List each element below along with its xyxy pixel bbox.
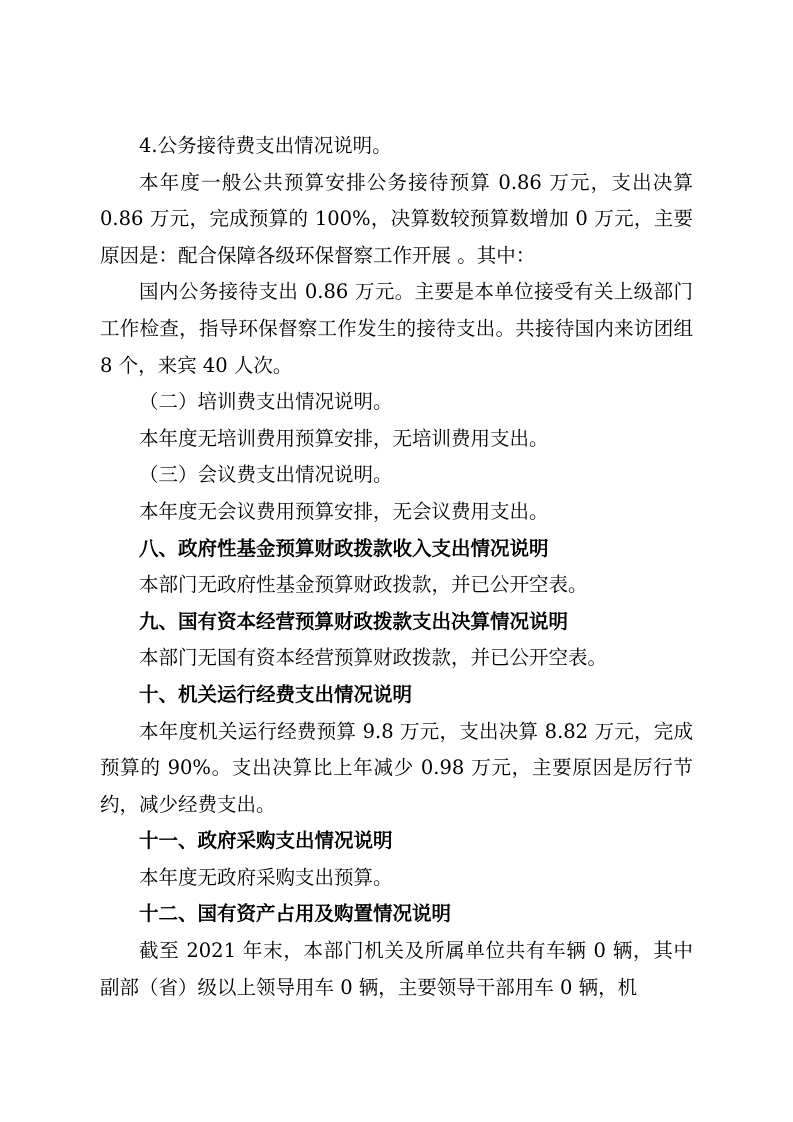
paragraph-government-fund: 本部门无政府性基金预算财政拨款，并已公开空表。 <box>139 573 588 597</box>
heading-government-fund: 八、政府性基金预算财政拨款收入支出情况说明 <box>139 536 549 560</box>
paragraph-operating-expenses: 本年度机关运行经费预算 9.8 万元，支出决算 8.82 万元，完成预算的 90%。支出决算比上年减少 0.98 万元，主要原因是厉行节约，减少经费支出。 <box>100 719 693 816</box>
paragraph-meeting: 本年度无会议费用预算安排，无会议费用支出。 <box>139 499 549 523</box>
paragraph-state-capital: 本部门无国有资本经营预算财政拨款，并已公开空表。 <box>139 646 608 670</box>
section-heading-training: （二）培训费支出情况说明。 <box>139 390 393 414</box>
paragraph-training: 本年度无培训费用预算安排，无培训费用支出。 <box>139 426 549 450</box>
section-heading-meeting: （三）会议费支出情况说明。 <box>139 463 393 487</box>
paragraph-procurement: 本年度无政府采购支出预算。 <box>139 865 393 889</box>
heading-procurement: 十一、政府采购支出情况说明 <box>139 829 393 853</box>
heading-operating-expenses: 十、机关运行经费支出情况说明 <box>139 682 413 706</box>
paragraph-state-assets: 截至 2021 年末，本部门机关及所属单位共有车辆 0 辆，其中副部（省）级以上领导用车 0 辆，主要领导干部用车 0 辆，机 <box>100 939 693 999</box>
heading-state-capital: 九、国有资本经营预算财政拨款支出决算情况说明 <box>139 609 569 633</box>
document-body <box>100 128 693 1006</box>
paragraph-domestic-reception: 国内公务接待支出 0.86 万元。主要是本单位接受有关上级部门工作检查，指导环保督察工作发生的接待支出。共接待国内来访团组 8 个，来宾 40 人次。 <box>100 280 693 377</box>
heading-state-assets: 十二、国有资产占用及购置情况说明 <box>139 902 452 926</box>
section-heading-reception: 4.公务接待费支出情况说明。 <box>139 134 392 157</box>
paragraph-reception-budget: 本年度一般公共预算安排公务接待预算 0.86 万元，支出决算 0.86 万元，完成预算的 100%，决算数较预算数增加 0 万元，主要原因是：配合保障各级环保督察工作开展 。其中： <box>100 170 693 267</box>
